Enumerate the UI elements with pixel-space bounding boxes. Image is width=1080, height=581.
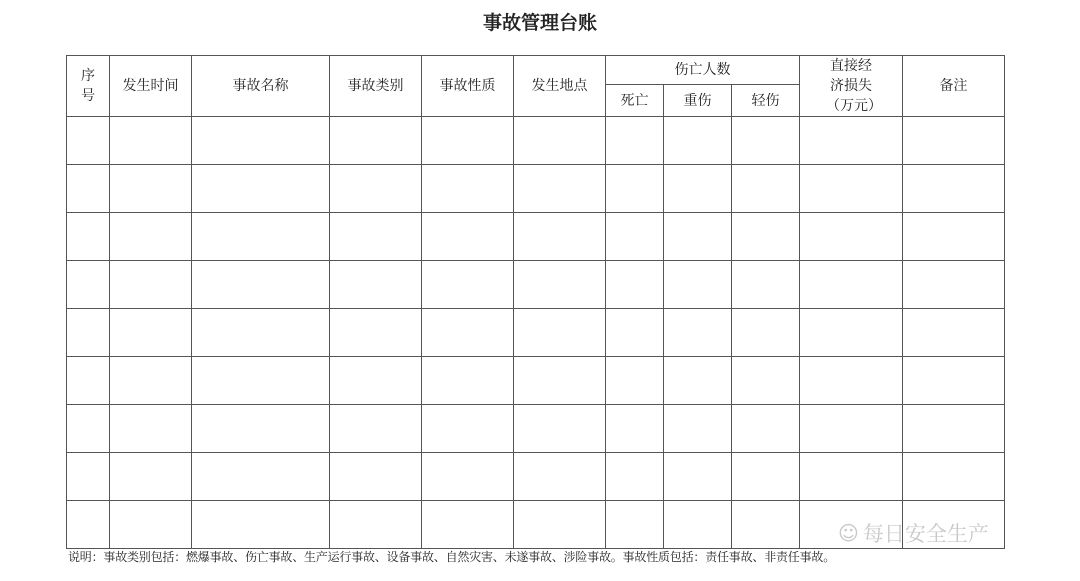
table-cell[interactable] [514, 261, 606, 309]
table-cell[interactable] [514, 357, 606, 405]
table-cell[interactable] [903, 357, 1005, 405]
table-cell[interactable] [110, 213, 192, 261]
page-title: 事故管理台账 [482, 12, 597, 34]
table-cell[interactable] [800, 261, 903, 309]
table-cell[interactable] [330, 261, 422, 309]
table-cell[interactable] [606, 165, 664, 213]
table-cell[interactable] [903, 117, 1005, 165]
accident-ledger-table [66, 55, 1005, 549]
table-cell[interactable] [192, 453, 330, 501]
table-cell[interactable] [606, 117, 664, 165]
table-cell[interactable] [514, 117, 606, 165]
table-cell[interactable] [514, 309, 606, 357]
table-cell[interactable] [514, 165, 606, 213]
table-cell[interactable] [330, 501, 422, 549]
table-cell[interactable] [422, 165, 514, 213]
table-cell[interactable] [800, 213, 903, 261]
table-cell[interactable] [110, 117, 192, 165]
header-minor: 轻伤 [732, 85, 800, 117]
table-cell[interactable] [732, 261, 800, 309]
table-cell[interactable] [422, 405, 514, 453]
table-cell[interactable] [664, 357, 732, 405]
table-cell[interactable] [606, 405, 664, 453]
table-cell[interactable] [800, 165, 903, 213]
table-cell[interactable] [732, 117, 800, 165]
table-cell[interactable] [606, 261, 664, 309]
table-cell[interactable] [67, 357, 110, 405]
table-cell[interactable] [110, 357, 192, 405]
table-row [67, 405, 1005, 453]
table-cell[interactable] [110, 309, 192, 357]
table-cell[interactable] [732, 405, 800, 453]
table-cell[interactable] [110, 165, 192, 213]
watermark-text: 每日安全生产 [862, 522, 989, 546]
table-cell[interactable] [330, 453, 422, 501]
table-cell[interactable] [514, 501, 606, 549]
table-cell[interactable] [110, 261, 192, 309]
table-row [67, 213, 1005, 261]
table-cell[interactable] [606, 501, 664, 549]
table-cell[interactable] [664, 261, 732, 309]
table-cell[interactable] [903, 261, 1005, 309]
header-casualties: 伤亡人数 [606, 56, 800, 85]
table-cell[interactable] [192, 261, 330, 309]
table-cell[interactable] [192, 501, 330, 549]
table-cell[interactable] [110, 453, 192, 501]
header-location: 发生地点 [514, 56, 606, 117]
header-remarks: 备注 [903, 56, 1005, 117]
header-time: 发生时间 [110, 56, 192, 117]
watermark [838, 518, 989, 548]
table-cell[interactable] [606, 453, 664, 501]
table-cell[interactable] [664, 165, 732, 213]
table-cell[interactable] [732, 309, 800, 357]
table-cell[interactable] [192, 117, 330, 165]
table-cell[interactable] [330, 117, 422, 165]
table-cell[interactable] [67, 501, 110, 549]
table-cell[interactable] [422, 357, 514, 405]
table-cell[interactable] [800, 357, 903, 405]
table-cell[interactable] [903, 165, 1005, 213]
table-cell[interactable] [422, 309, 514, 357]
table-cell[interactable] [514, 453, 606, 501]
header-seq: 序号 [67, 56, 110, 117]
header-nature: 事故性质 [422, 56, 514, 117]
table-cell[interactable] [903, 453, 1005, 501]
table-row [67, 357, 1005, 405]
header-loss: 直接经济损失（万元） [800, 56, 903, 117]
header-category: 事故类别 [330, 56, 422, 117]
wechat-icon: ☺ [838, 521, 859, 545]
table-cell[interactable] [903, 309, 1005, 357]
table-cell[interactable] [664, 213, 732, 261]
table-cell[interactable] [67, 309, 110, 357]
table-cell[interactable] [606, 357, 664, 405]
table-cell[interactable] [800, 405, 903, 453]
table-cell[interactable] [664, 405, 732, 453]
table-cell[interactable] [664, 453, 732, 501]
table-cell[interactable] [514, 405, 606, 453]
table-cell[interactable] [67, 453, 110, 501]
table-cell[interactable] [192, 309, 330, 357]
table-cell[interactable] [732, 357, 800, 405]
table-cell[interactable] [67, 405, 110, 453]
table-cell[interactable] [732, 453, 800, 501]
table-row [67, 261, 1005, 309]
table-cell[interactable] [422, 213, 514, 261]
table-cell[interactable] [606, 213, 664, 261]
table-cell[interactable] [903, 405, 1005, 453]
table-cell[interactable] [732, 213, 800, 261]
header-name: 事故名称 [192, 56, 330, 117]
footnote: 说明：事故类别包括：燃爆事故、伤亡事故、生产运行事故、设备事故、自然灾害、未遂事故、涉险事故。事故性质包括：责任事故、非责任事故。 [68, 550, 836, 564]
table-cell[interactable] [330, 405, 422, 453]
table-cell[interactable] [192, 405, 330, 453]
table-cell[interactable] [110, 405, 192, 453]
table-cell[interactable] [330, 213, 422, 261]
table-cell[interactable] [664, 309, 732, 357]
table-cell[interactable] [422, 117, 514, 165]
table-cell[interactable] [664, 117, 732, 165]
table-cell[interactable] [422, 501, 514, 549]
table-cell[interactable] [664, 501, 732, 549]
table-cell[interactable] [732, 501, 800, 549]
table-cell[interactable] [67, 261, 110, 309]
table-cell[interactable] [422, 453, 514, 501]
table-row [67, 453, 1005, 501]
table-cell[interactable] [110, 501, 192, 549]
table-cell[interactable] [800, 117, 903, 165]
table-row [67, 309, 1005, 357]
table-cell[interactable] [514, 213, 606, 261]
table-cell[interactable] [800, 309, 903, 357]
table-cell[interactable] [732, 165, 800, 213]
table-cell[interactable] [67, 213, 110, 261]
table-cell[interactable] [606, 309, 664, 357]
table-cell[interactable] [330, 357, 422, 405]
table-cell[interactable] [192, 213, 330, 261]
table-cell[interactable] [67, 165, 110, 213]
table-cell[interactable] [192, 165, 330, 213]
table-cell[interactable] [67, 117, 110, 165]
header-dead: 死亡 [606, 85, 664, 117]
table-cell[interactable] [192, 357, 330, 405]
table-row [67, 165, 1005, 213]
table-row [67, 117, 1005, 165]
table-cell[interactable] [903, 213, 1005, 261]
table-cell[interactable] [800, 453, 903, 501]
table-cell[interactable] [330, 165, 422, 213]
table-cell[interactable] [422, 261, 514, 309]
header-severe: 重伤 [664, 85, 732, 117]
table-cell[interactable] [330, 309, 422, 357]
